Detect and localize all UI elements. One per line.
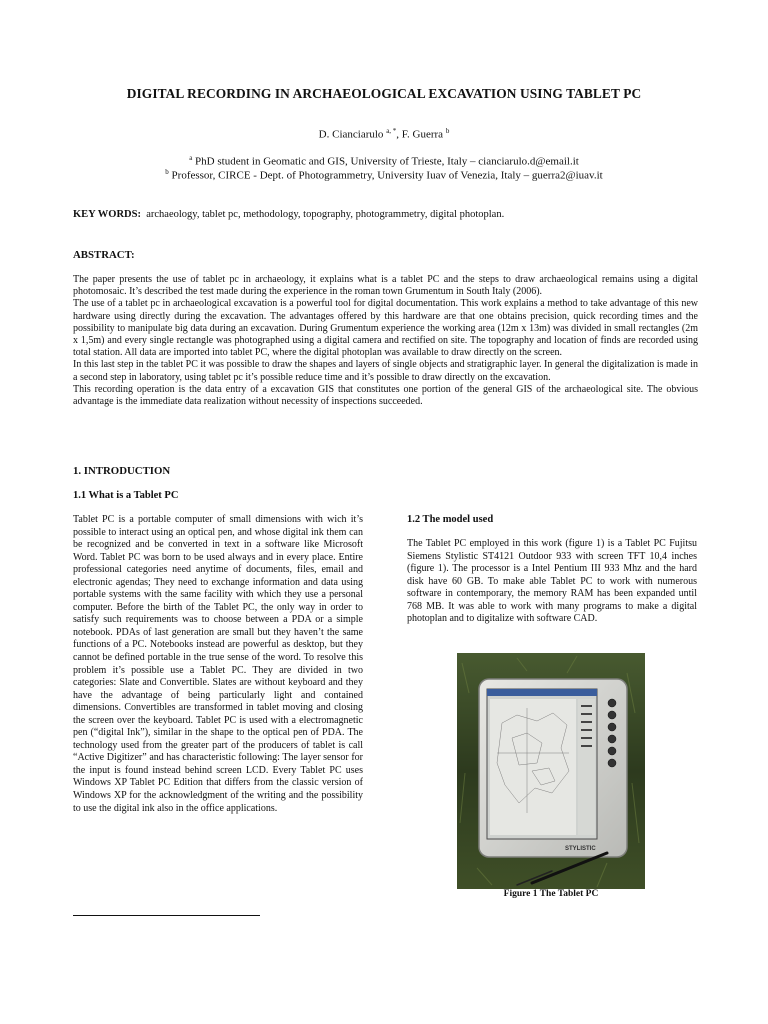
subsection-heading-model-used: 1.2 The model used [407, 514, 494, 525]
body-paragraph: The Tablet PC employed in this work (figure 1) is a Tablet PC Fujitsu Siemens Stylistic ST4121 Outdoor 933 with screen TFT 10,4 inches (figure 1). The processor is a Intel Pentium III 933 Mhz and the hard disk have 60 GB. To make able Tablet PC to work with numerous software in contemporary, the memory RAM has been expanded until 768 MB. It was able to work with many programs to make a digital photoplan and to digitalize with software CAD. [407, 538, 697, 625]
figure-caption: Figure 1 The Tablet PC [503, 889, 599, 899]
abstract-paragraph: This recording operation is the data entry of a excavation GIS that constitutes one portion of the general GIS of the archaeological site. The obvious advantage is the immediate data realization without necessity of inspections succeeded. [73, 383, 698, 408]
affiliation-b-text: Professor, CIRCE - Dept. of Photogrammetry, University Iuav of Venezia, Italy – guerra2@iuav.it [171, 169, 603, 182]
keywords-list: archaeology, tablet pc, methodology, topography, photogrammetry, digital photoplan. [146, 209, 505, 220]
abstract-paragraph: The paper presents the use of tablet pc in archaeology, it explains what is a tablet PC and the steps to draw archaeological remains using a digital photomosaic. It’s described the test made during the experience in the roman town Grumentum in South Italy (2006). [73, 274, 698, 298]
author-line [60, 127, 708, 141]
tablet-photo-illustration [457, 653, 645, 889]
affiliation-b-marker: b [165, 168, 169, 176]
author-1-marker: a, * [386, 127, 397, 135]
footnote-divider [73, 915, 260, 916]
affiliation-a-text: PhD student in Geomatic and GIS, University of Trieste, Italy – cianciarulo.d@email.it [195, 155, 579, 168]
keywords [73, 209, 703, 220]
affiliation-a-marker: a [189, 154, 193, 162]
right-column [407, 538, 697, 626]
subsection-heading-tablet-pc: 1.1 What is a Tablet PC [73, 490, 179, 501]
abstract-paragraph: The use of a tablet pc in archaeological excavation is a powerful tool for digital documentation. This work explains a method to take advantage of this new hardware using directly during the excavation. The advantages offered by this hardware are that one obtains precision, quick recording times and the possibility to manipulate big data during an excavation. During Grumentum experience the working area (12m x 13m) was divided in small rectangles (2m x 1,5m) and every single rectangle was photographed using a digital camera and rectified on site. The topography and location of finds are recorded using total station. All data are imported into tablet PC, where the digital photoplan was available to draw directly on the screen. [73, 298, 698, 359]
left-column [73, 514, 363, 815]
keywords-label: KEY WORDS: [73, 209, 141, 220]
author-separator: , [396, 128, 402, 141]
abstract-paragraph: In this last step in the tablet PC it was possible to draw the shapes and layers of single objects and stratigraphic layer. In general the digitalization is made in a second step in laboratory, using tablet pc it’s possible reduce time and it’s possible to draw directly on the excavation. [73, 359, 698, 383]
author-1: D. Cianciarulo [318, 128, 384, 141]
affiliation-b [40, 168, 728, 182]
abstract [73, 274, 698, 408]
abstract-heading: ABSTRACT: [73, 249, 135, 261]
device-brand-label: STYLISTIC [565, 846, 596, 852]
author-2-marker: b [445, 127, 450, 135]
paper-title: DIGITAL RECORDING IN ARCHAEOLOGICAL EXCAVATION USING TABLET PC [126, 86, 642, 101]
figure-tablet-photo [457, 653, 645, 889]
author-2: F. Guerra [401, 128, 444, 141]
affiliation-a [40, 154, 728, 168]
section-heading-introduction: 1. INTRODUCTION [73, 465, 171, 477]
body-paragraph: Tablet PC is a portable computer of small dimensions with wich it’s possible to interact using an optical pen, and whose digital ink them can be recognized and be converted in text in a software like Microsoft Word. Tablet PC was born to be used always and in every place. Entire professional categories need anytime of documents, files, email and electronic agendas; They need to exchange information and data using portable systems with the same facility with which they use a personal computer. Before the birth of the Tablet PC, the only way in order to satisfy such requirements was to choose between a PDA or a simple notebook. PDAs of last generation are small but they haven’t the same functions of a PC. Notebooks instead are powerful as desktop, but they cannot be defined portable in the true sense of the word. To resolve this problem it’s possible use a Tablet PC. They are divided in two categories: Slate and Convertible. Slates are without keyboard and they have the advantage of being particularly light and contained dimensions. Convertibles are transformed in tablet moving and closing the screen over the keyboard. Tablet PC is used with a electromagnetic pen (“digital Ink”), similar in the shape to the optical pen of PDA. The technology used from the greater part of the producers of tablet is call “Active Digitizer” and has characteristic following: The layer sensor for the input is found instead behind screen LCD. Every Tablet PC uses Windows XP Tablet PC Edition that differs from the classic version of Windows XP for the acknowledgment of the writing and the possibility to use the digital ink also in the office applications. [73, 514, 363, 814]
